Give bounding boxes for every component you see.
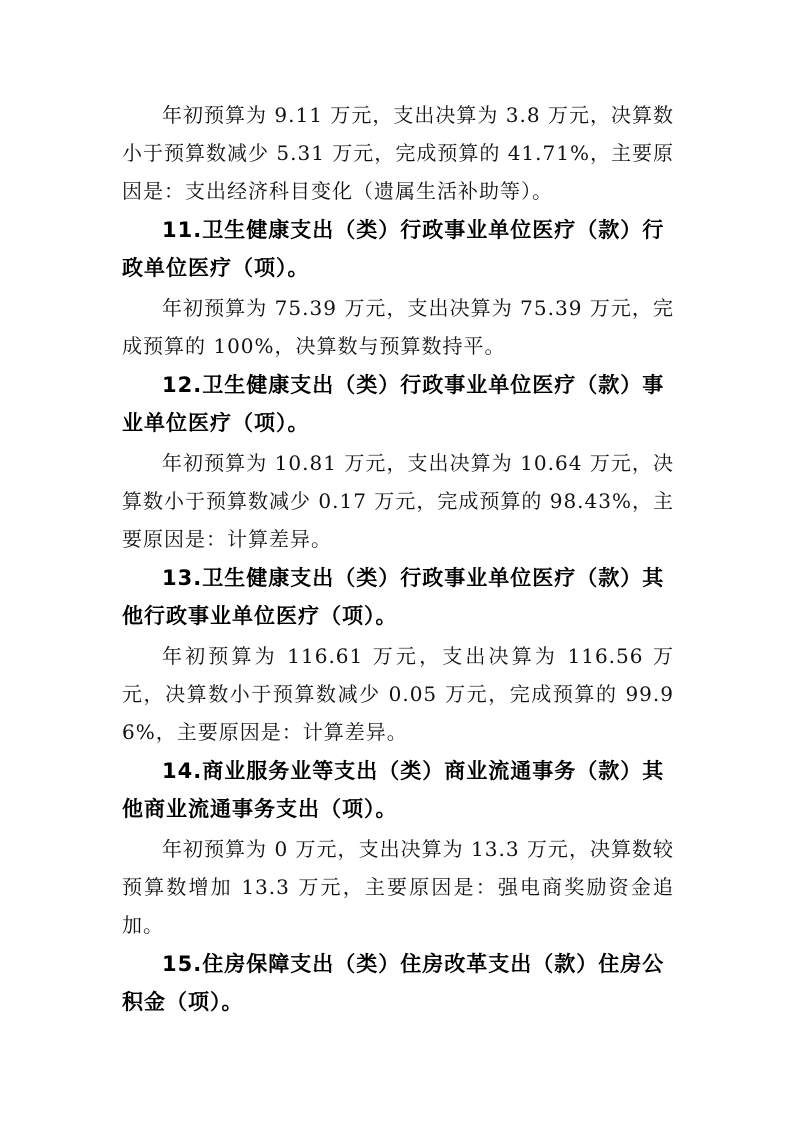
paragraph-item-12-detail: 年初预算为 10.81 万元，支出决算为 10.64 万元，决算数小于预算数减少 0.17 万元，完成预算的 98.43%，主要原因是：计算差异。 xyxy=(122,451,674,551)
paragraph-item-14-detail: 年初预算为 0 万元，支出决算为 13.3 万元，决算数较预算数增加 13.3 万元，主要原因是：强电商奖励资金追加。 xyxy=(122,837,674,937)
heading-item-13: 13.卫生健康支出（类）行政事业单位医疗（款）其他行政事业单位医疗（项）。 xyxy=(122,566,665,628)
heading-item-12: 12.卫生健康支出（类）行政事业单位医疗（款）事业单位医疗（项）。 xyxy=(122,373,665,435)
heading-item-11: 11.卫生健康支出（类）行政事业单位医疗（款）行政单位医疗（项）。 xyxy=(122,218,665,280)
paragraph-item-11-detail: 年初预算为 75.39 万元，支出决算为 75.39 万元，完成预算的 100%，决算数与预算数持平。 xyxy=(122,296,674,358)
heading-item-14: 14.商业服务业等支出（类）商业流通事务（款）其他商业流通事务支出（项）。 xyxy=(122,759,665,821)
paragraph-item-13-detail: 年初预算为 116.61 万元，支出决算为 116.56 万元，决算数小于预算数减少 0.05 万元，完成预算的 99.96%，主要原因是：计算差异。 xyxy=(122,644,674,744)
heading-item-15: 15.住房保障支出（类）住房改革支出（款）住房公积金（项）。 xyxy=(122,952,665,1014)
document-body xyxy=(122,96,674,1023)
paragraph-item-10-detail: 年初预算为 9.11 万元，支出决算为 3.8 万元，决算数小于预算数减少 5.31 万元，完成预算的 41.71%，主要原因是：支出经济科目变化（遗属生活补助等）。 xyxy=(122,103,674,203)
